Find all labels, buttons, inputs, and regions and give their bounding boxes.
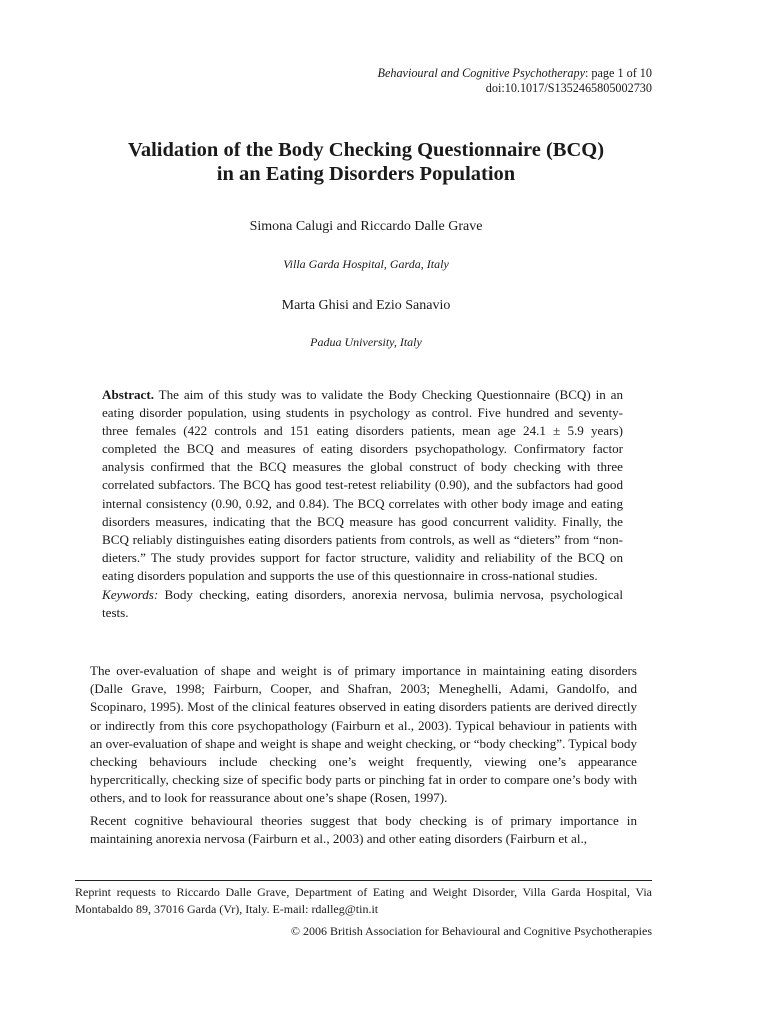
abstract — [102, 386, 623, 585]
footnote: Reprint requests to Riccardo Dalle Grave, Department of Eating and Weight Disorder, Villa Garda Hospital, Via Montabaldo 89, 37016 Garda (Vr), Italy. E-mail: rdalleg@tin.it — [75, 885, 652, 916]
running-head — [378, 66, 653, 96]
authors-group-1: Simona Calugi and Riccardo Dalle Grave — [249, 219, 483, 234]
doi: doi:10.1017/S1352465805002730 — [485, 81, 652, 95]
title-line-1: Validation of the Body Checking Questionnaire (BCQ) — [127, 139, 605, 161]
affiliation-1: Villa Garda Hospital, Garda, Italy — [283, 257, 449, 271]
body-paragraph-2: Recent cognitive behavioural theories suggest that body checking is of primary importance in maintaining anorexia nervosa (Fairburn et al., 2003) and other eating disorders (Fairburn et al., — [90, 813, 637, 847]
title-line-2: in an Eating Disorders Population — [216, 163, 516, 185]
keywords-label: Keywords: — [102, 587, 159, 602]
affiliation-2: Padua University, Italy — [310, 335, 422, 349]
abstract-label: Abstract. — [102, 387, 154, 402]
page-info: : page 1 of 10 — [584, 66, 652, 80]
abstract-text: The aim of this study was to validate the Body Checking Questionnaire (BCQ) in an eating disorder population, using students in psychology as control. Five hundred and seventy-three females (422 controls and 151 eating disorders patients, mean age 24.1 ± 5.9 years) completed the BCQ and measures of eating disorders psychopathology. Confirmatory factor analysis confirmed that the BCQ measures the global construct of body checking with three correlated subfactors. The BCQ has good test-retest reliability (0.90), and the subfactors had good internal consistency (0.90, 0.92, and 0.84). The BCQ correlates with other body image and eating disorders measures, indicating that the BCQ measure has good concurrent validity. Finally, the BCQ reliably distinguishes eating disorders patients from controls, as well as “dieters” from “non-dieters.” The study provides support for factor structure, validity and reliability of the BCQ on eating disorders population and supports the use of this questionnaire in cross-national studies. — [102, 387, 623, 583]
paper-title — [60, 138, 672, 186]
copyright-notice: © 2006 British Association for Behavioural and Cognitive Psychotherapies — [290, 924, 652, 938]
journal-citation — [378, 66, 653, 81]
body-paragraph-1: The over-evaluation of shape and weight is of primary importance in maintaining eating disorders (Dalle Grave, 1998; Fairburn, Cooper, and Shafran, 2003; Meneghelli, Adami, Gandolfo, and Scopinaro, 1995). Most of the clinical features observed in eating disorders patients are derived directly or indirectly from this core psychopathology (Fairburn et al., 2003). Typical behaviour in patients with an over-evaluation of shape and weight is shape and weight checking, or “body checking”. Typical body checking behaviours include checking one’s weight frequently, viewing one’s appearance hypercritically, checking size of specific body parts or pinching fat in order to compare one’s body with others, and to look for reassurance about one’s shape (Rosen, 1997). — [90, 663, 637, 806]
footnote-rule — [75, 880, 652, 881]
journal-name: Behavioural and Cognitive Psychotherapy — [377, 66, 585, 80]
keywords — [102, 586, 623, 622]
authors-group-2: Marta Ghisi and Ezio Sanavio — [281, 298, 451, 313]
keywords-text: Body checking, eating disorders, anorexia nervosa, bulimia nervosa, psychological tests. — [102, 587, 623, 620]
